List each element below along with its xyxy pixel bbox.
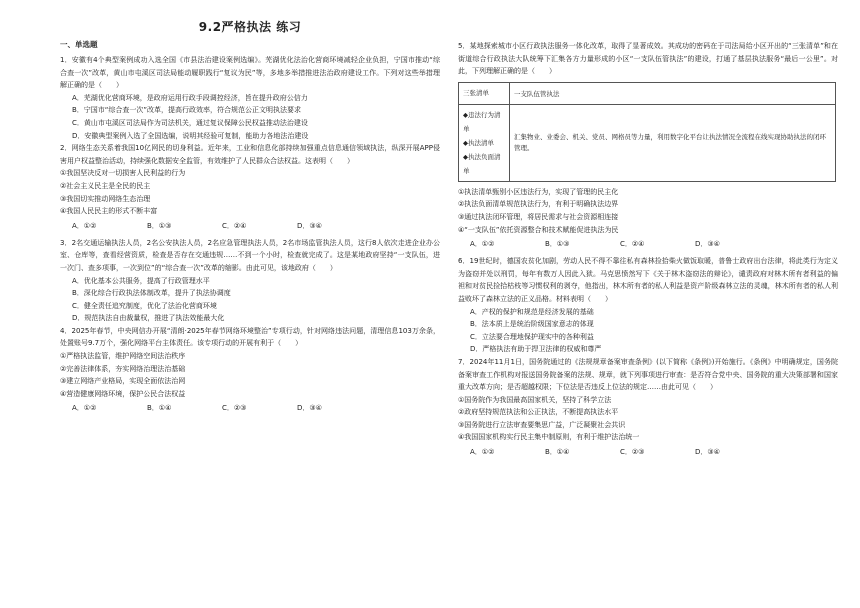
q5-statement-4: ④“一支队伍”依托资源整合和技术赋能促进执法为民 bbox=[458, 225, 619, 234]
q2-choices bbox=[60, 220, 440, 233]
page-title: 9.2严格执法 练习 bbox=[198, 20, 302, 34]
q5-choice-a: A．①② bbox=[470, 240, 495, 249]
q5-choice-d: D．③④ bbox=[695, 240, 720, 249]
question-4-stem: 4．2025年春节，中央网信办开展“清朗·2025年春节网络环境整治”专项行动，针对网络违法问题，清理信息103万余条，处置账号9.7万个，强化网络平台主体责任。该专项行动的开展有利于（ ） bbox=[60, 326, 440, 348]
q5-statement-1: ①执法清单甄别小区违法行为，实现了管理的民主化 bbox=[458, 187, 619, 196]
q5-choice-b: B．①③ bbox=[545, 240, 570, 249]
q5-table-body-row bbox=[459, 104, 836, 181]
q5-table-body-left bbox=[459, 104, 510, 181]
q5-list-item-3: ◆执法负面清单 bbox=[463, 152, 501, 175]
q2-choice-b: B．①③ bbox=[147, 221, 172, 230]
q4-choice-b: B．①④ bbox=[147, 404, 172, 413]
q2-choice-d: D．③④ bbox=[297, 221, 322, 230]
q7-statement-3: ③国务院进行立法审查要集思广益，广泛凝聚社会共识 bbox=[458, 420, 626, 429]
q2-choice-c: C．②④ bbox=[222, 221, 247, 230]
q2-statement-1: ①我国坚决反对一切损害人民利益的行为 bbox=[60, 169, 186, 178]
q3-option-c: C．健全责任追究制度，优化了法治化营商环境 bbox=[72, 301, 217, 310]
q7-choice-c: C．②③ bbox=[620, 448, 645, 457]
q6-option-d: D．严格执法有助于捍卫法律的权威和尊严 bbox=[470, 345, 602, 354]
q1-option-b: B．宁国市“综合查一次”改革，提高行政效率，符合规范公正文明执法要求 bbox=[72, 106, 302, 115]
q4-choice-c: C．②③ bbox=[222, 404, 247, 413]
q1-option-c: C．黄山市屯溪区司法局作为司法机关，通过复议保障公民权益推动法治建设 bbox=[72, 118, 308, 127]
q4-statement-2: ②完善法律体系，夯实网络治理法治基础 bbox=[60, 364, 186, 373]
q1-option-d: D．安徽典型案例入选了全国选编，说明其经验可复制，能助力各地法治建设 bbox=[72, 131, 309, 140]
right-column bbox=[458, 40, 838, 463]
q2-statement-2: ②社会主义民主是全民的民主 bbox=[60, 181, 151, 190]
q4-statement-3: ③建立网络产业格局，实现全面依法治网 bbox=[60, 377, 186, 386]
q7-choice-d: D．③④ bbox=[695, 448, 720, 457]
q5-table-head-right: 一支队伍管执法 bbox=[510, 82, 836, 104]
q2-statement-3: ③我国切实推动网络生态治理 bbox=[60, 194, 151, 203]
q5-list-item-1: ◆违法行为清单 bbox=[463, 110, 501, 133]
q5-table-body-right: 汇集物业、业委会、机关、党员、网格员等力量，利用数字化平台让执法情况全流程在线实现协助执法的闭环管理。 bbox=[510, 104, 836, 181]
q4-statement-1: ①严格执法监管，维护网络空间法治秩序 bbox=[60, 352, 186, 361]
q3-option-d: D．规范执法自由裁量权，推进了执法效能最大化 bbox=[72, 314, 225, 323]
q5-statement-3: ③通过执法闭环管理，将居民需求与社会资源相连接 bbox=[458, 212, 619, 221]
q7-choices bbox=[458, 446, 838, 459]
question-6-stem: 6．19世纪时，德国农贫化加剧，劳动人民不得不靠往私有森林捡拾柴火做饭取暖，普鲁士政府出台法律，将此类行为定义为盗窃并处以刑罚，每年有数万人因此入狱。马克思愤然写下《关于林木盗窃法的辩论》，谴责政府对林木所有者利益的偏袒和对贫民捡拾枯枝等习惯权利的剥夺，他指出，林木所有者的私人利益是资产阶级森林立法的灵魂，林木所有者的私人利益败坏了森林立法的正义品格。材料表明（ ） bbox=[458, 257, 838, 303]
q5-table bbox=[458, 82, 836, 182]
q4-statement-4: ④营造健康网络环境，保护公民合法权益 bbox=[60, 389, 186, 398]
q5-list-item-2: ◆执法清单 bbox=[463, 138, 494, 147]
question-7-stem: 7．2024年11月1日，国务院通过的《法规规章备案审查条例》(以下简称《条例》)开始施行。《条例》中明确规定，国务院备案审查工作机构对报送国务院备案的法规、规章，就下列事项进行审查：是否符合党中央、国务院的重大决策部署和国家重大改革方向；是否超越权限；下位法是否违反上位法的规定……由此可见（ ） bbox=[458, 357, 838, 392]
section-heading: 一、单选题 bbox=[60, 40, 98, 49]
q7-choice-b: B．①④ bbox=[545, 448, 570, 457]
question-1-stem: 1．安徽有4个典型案例成功入选全国《市县法治建设案例选编》。芜湖优化法治化营商环境减轻企业负担，宁国市推动“综合查一次”改革，黄山市屯溪区司法局能动履职践行“复议为民”等，多地多举措推进法治政府建设工作。下列对这些举措理解正确的是（ ） bbox=[60, 56, 440, 90]
q7-statement-4: ④我国国家机构实行民主集中制原则，有利于维护法治统一 bbox=[458, 433, 640, 442]
left-column bbox=[60, 0, 440, 419]
q7-statement-2: ②政府坚持规范执法和公正执法，不断提高执法水平 bbox=[458, 408, 619, 417]
q3-option-a: A．优化基本公共服务，提高了行政管理水平 bbox=[72, 276, 210, 285]
q5-choice-c: C．②④ bbox=[620, 240, 645, 249]
question-3-stem: 3．2名交通运输执法人员，2名公安执法人员，2名应急管理执法人员，2名市场监管执法人员，这行8人依次走进企业办公室、仓库等，查看经营资质，检查是否存在交通违规……不到一个小时，检查就完成了。这是某地政府坚持“一支队伍，进一次门、查多项事，一次到位”的“综合查一次”改革的缩影。由此可见，该地政府（ ） bbox=[60, 238, 440, 272]
q1-option-a: A．芜湖优化营商环境，是政府运用行政手段调控经济，旨在提升政府公信力 bbox=[72, 93, 308, 102]
q5-table-header-row bbox=[459, 82, 836, 104]
q4-choice-d: D．③④ bbox=[297, 404, 322, 413]
q2-choice-a: A．①② bbox=[72, 221, 97, 230]
q2-statement-4: ④我国人民民主的形式不断丰富 bbox=[60, 207, 158, 216]
q4-choice-a: A．①② bbox=[72, 404, 97, 413]
question-5-stem: 5．某地探索城市小区行政执法服务一体化改革，取得了显著成效。其成功的密码在于司法局给小区开出的“三张清单”和在街道综合行政执法大队统筹下汇集各方力量形成的小区“一支队伍管执法”的建设，打通了基层执法服务“最后一公里”。对此，下列理解正确的是（ ） bbox=[458, 42, 838, 76]
q5-table-head-left: 三张清单 bbox=[459, 82, 510, 104]
q4-choices bbox=[60, 402, 440, 415]
q6-option-c: C．立法要合理地保护现实中的各种利益 bbox=[470, 332, 594, 341]
q3-option-b: B．深化综合行政执法体制改革，提升了执法协调度 bbox=[72, 289, 231, 298]
q6-option-b: B．法本质上是统治阶级国家意志的体现 bbox=[470, 320, 594, 329]
question-2-stem: 2．网络生态关系着我国10亿网民的切身利益。近年来，工业和信息化部持续加强重点信息通信领域执法，纵深开展APP侵害用户权益整治活动，持续强化数据安全监管，有效维护了人民群众合法权益。这表明（ ） bbox=[60, 144, 440, 165]
q7-choice-a: A．①② bbox=[470, 448, 495, 457]
q5-choices bbox=[458, 238, 838, 251]
q5-statement-2: ②执法负面清单规范执法行为，有利于明确执法边界 bbox=[458, 200, 619, 209]
q7-statement-1: ①国务院作为我国最高国家机关，坚持了科学立法 bbox=[458, 395, 612, 404]
q6-option-a: A．产权的保护和规范是经济发展的基础 bbox=[470, 307, 594, 316]
